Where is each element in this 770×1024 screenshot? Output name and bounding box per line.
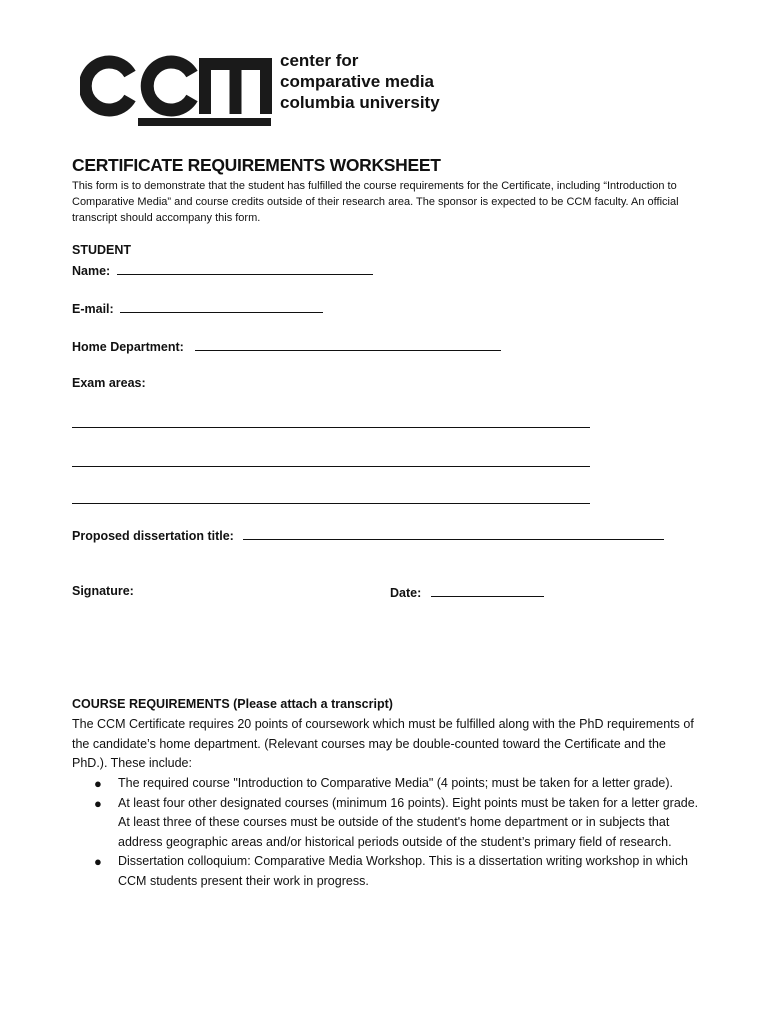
department-field[interactable]	[195, 338, 501, 351]
requirement-text: The required course "Introduction to Comparative Media" (4 points; must be taken for a letter grade).	[118, 776, 673, 790]
ccm-logo-mark-icon	[80, 52, 275, 128]
logo-line-3: columbia university	[280, 93, 440, 112]
logo-line-2: comparative media	[280, 72, 435, 91]
name-label: Name:	[72, 264, 111, 278]
dissertation-label: Proposed dissertation title:	[72, 529, 234, 543]
name-field[interactable]	[117, 262, 373, 275]
exam-area-line-2[interactable]	[72, 466, 590, 467]
course-requirements-heading: COURSE REQUIREMENTS (Please attach a transcript)	[72, 697, 393, 711]
date-field[interactable]	[431, 584, 544, 597]
intro-paragraph: This form is to demonstrate that the student has fulfilled the course requirements for the Certificate, including “Introduction to Comparative Media” and course credits outside of their research area. The sponsor is expected to be CCM faculty. An official transcript should accompany this form.	[72, 180, 679, 224]
exam-area-line-3[interactable]	[72, 503, 590, 504]
requirement-text: Dissertation colloquium: Comparative Media Workshop. This is a dissertation writing workshop in which CCM students present their work in progress.	[118, 854, 688, 888]
dissertation-field-row	[72, 527, 664, 543]
dissertation-title-field[interactable]	[243, 527, 664, 540]
bullet-icon: ●	[94, 776, 102, 791]
list-item	[72, 852, 702, 891]
date-field-row	[390, 584, 544, 600]
bullet-icon: ●	[94, 854, 102, 869]
logo-line-1: center for	[280, 51, 359, 70]
exam-area-line-1[interactable]	[72, 427, 590, 428]
bullet-icon: ●	[94, 795, 102, 811]
email-field-row	[72, 300, 323, 316]
page-title: CERTIFICATE REQUIREMENTS WORKSHEET	[72, 155, 441, 175]
student-heading: STUDENT	[72, 243, 132, 257]
list-item	[72, 794, 702, 853]
email-field[interactable]	[120, 300, 323, 313]
department-label: Home Department:	[72, 340, 184, 354]
signature-label: Signature:	[72, 584, 134, 598]
email-label: E-mail:	[72, 302, 114, 316]
department-field-row	[72, 338, 501, 354]
requirements-list	[72, 774, 702, 891]
requirement-text: At least four other designated courses (minimum 16 points). Eight points must be taken for a letter grade. At least three of these courses must be outside of the student's home department or in subjects that address geographic areas and/or historical periods outside of the student’s primary field of research.	[118, 795, 699, 849]
exam-areas-label: Exam areas:	[72, 376, 146, 390]
list-item	[72, 774, 702, 794]
name-field-row	[72, 262, 373, 278]
course-requirements-body: The CCM Certificate requires 20 points of coursework which must be fulfilled along with the PhD requirements of the candidate’s home department. (Relevant courses may be double-counted toward the Certificate and the PhD.). These include:	[72, 717, 694, 770]
logo-text	[280, 50, 440, 113]
ccm-logo	[80, 52, 275, 133]
date-label: Date:	[390, 586, 422, 600]
